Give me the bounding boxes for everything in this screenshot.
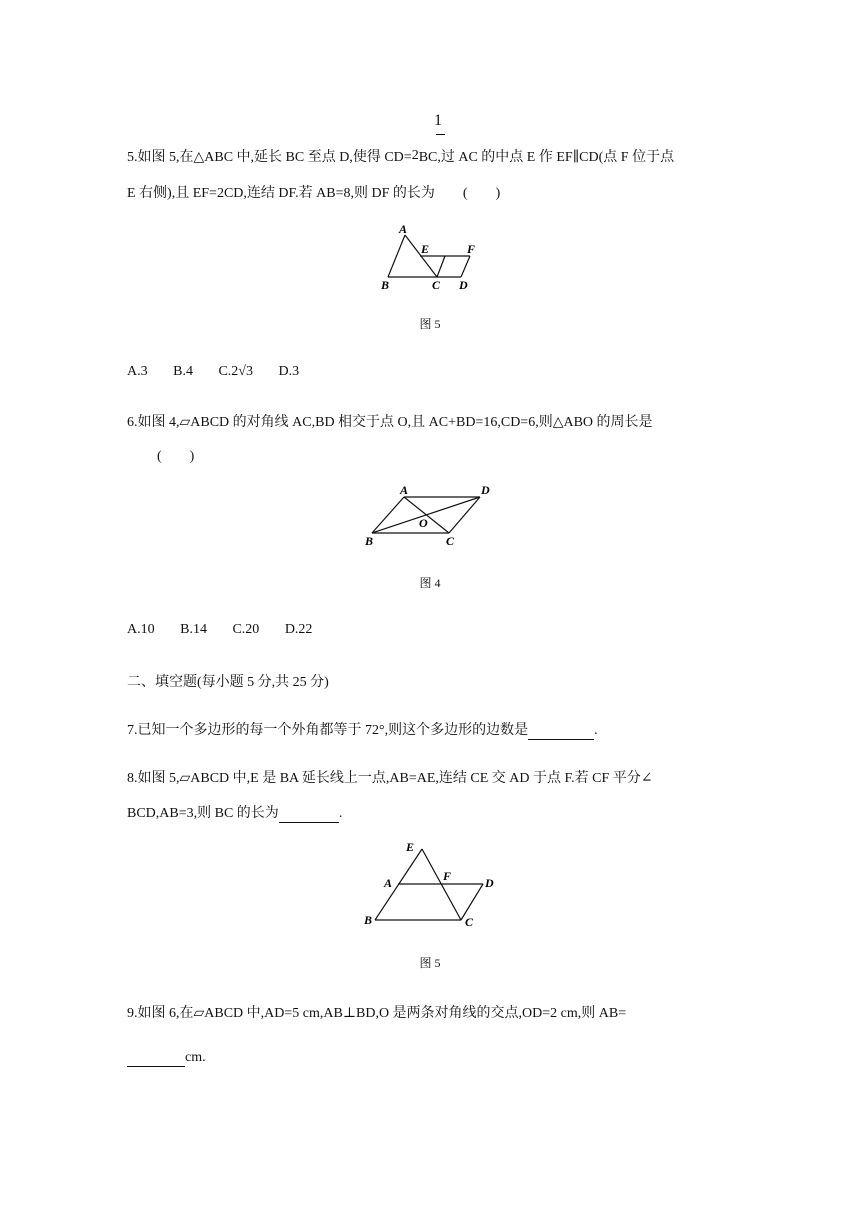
q5-label-a: A bbox=[399, 222, 408, 236]
q6-options bbox=[127, 622, 312, 638]
q8-line1: 8.如图 5,▱ABCD 中,E 是 BA 延长线上一点,AB=AE,连结 CE 交 AD 于点 F.若 CF 平分∠ bbox=[127, 771, 653, 786]
q8-line2 bbox=[127, 802, 342, 823]
q8-label-e: E bbox=[406, 840, 415, 854]
q8-line2-text: BCD,AB=3,则 BC 的长为 bbox=[127, 806, 279, 821]
fraction-bar bbox=[436, 134, 445, 135]
q6-label-d: D bbox=[481, 483, 490, 497]
q5-caption: 图 5 bbox=[419, 317, 441, 331]
q6-option-c: C.20 bbox=[232, 622, 260, 637]
q6-line1: 6.如图 4,▱ABCD 的对角线 AC,BD 相交于点 O,且 AC+BD=16,CD=6,则△ABO 的周长是 bbox=[127, 415, 653, 430]
q8-label-d: D bbox=[485, 876, 494, 890]
q9-end: cm. bbox=[185, 1050, 206, 1065]
q5-option-d: D.3 bbox=[278, 364, 300, 379]
q7-blank[interactable] bbox=[528, 723, 594, 740]
section-heading: 二、填空题(每小题 5 分,共 25 分) bbox=[127, 675, 329, 690]
fraction-denominator: 2 bbox=[411, 148, 419, 163]
q6-option-d: D.22 bbox=[284, 622, 313, 637]
q5-line2: E 右侧),且 EF=2CD,连结 DF.若 AB=8,则 DF 的长为 ( ) bbox=[127, 186, 501, 201]
q5-label-d: D bbox=[459, 278, 468, 292]
q5-line1-tail: BC,过 AC 的中点 E 作 EF∥CD(点 F 位于点 bbox=[418, 150, 675, 165]
fraction-numerator: 1 bbox=[434, 112, 442, 129]
q6-line2: ( ) bbox=[157, 449, 195, 464]
q7-end: . bbox=[594, 723, 598, 738]
q8-label-f: F bbox=[443, 869, 452, 883]
q6-option-b: B.14 bbox=[180, 622, 207, 637]
q5-label-b: B bbox=[381, 278, 390, 292]
q5-option-a: A.3 bbox=[127, 364, 148, 379]
q8-caption: 图 5 bbox=[419, 956, 441, 970]
q8-figure bbox=[362, 838, 500, 932]
q6-figure bbox=[362, 482, 500, 552]
q5-option-c: C.2√3 bbox=[218, 364, 253, 379]
q5-line1-text: 5.如图 5,在△ABC 中,延长 BC 至点 D,使得 CD= bbox=[127, 150, 412, 165]
q7-text: 7.已知一个多边形的每一个外角都等于 72°,则这个多边形的边数是 bbox=[127, 723, 529, 738]
q6-label-b: B bbox=[365, 534, 374, 548]
q5-options bbox=[127, 364, 299, 380]
q6-label-o: O bbox=[419, 516, 428, 530]
q5-label-f: F bbox=[467, 242, 476, 256]
q5-figure bbox=[376, 222, 486, 296]
q6-label-c: C bbox=[446, 534, 455, 548]
q9-line1: 9.如图 6,在▱ABCD 中,AD=5 cm,AB⊥BD,O 是两条对角线的交点,OD=2 cm,则 AB= bbox=[127, 1006, 627, 1021]
q8-label-c: C bbox=[465, 915, 474, 929]
q5-seg-cf bbox=[437, 256, 445, 277]
q5-label-e: E bbox=[421, 242, 430, 256]
q8-end: . bbox=[338, 806, 343, 821]
q6-option-a: A.10 bbox=[127, 622, 155, 637]
q9-blank[interactable] bbox=[127, 1050, 185, 1067]
q7-line bbox=[127, 719, 598, 740]
q6-label-a: A bbox=[400, 483, 409, 497]
q5-line1 bbox=[127, 146, 674, 166]
q5-label-c: C bbox=[432, 278, 441, 292]
q8-blank[interactable] bbox=[279, 806, 339, 823]
q5-seg-ba bbox=[388, 235, 405, 277]
q5-seg-fd bbox=[461, 256, 470, 277]
q6-caption: 图 4 bbox=[419, 576, 441, 590]
q9-line2 bbox=[127, 1050, 206, 1067]
q8-label-b: B bbox=[364, 913, 373, 927]
q8-label-a: A bbox=[384, 876, 393, 890]
q5-option-b: B.4 bbox=[173, 364, 193, 379]
